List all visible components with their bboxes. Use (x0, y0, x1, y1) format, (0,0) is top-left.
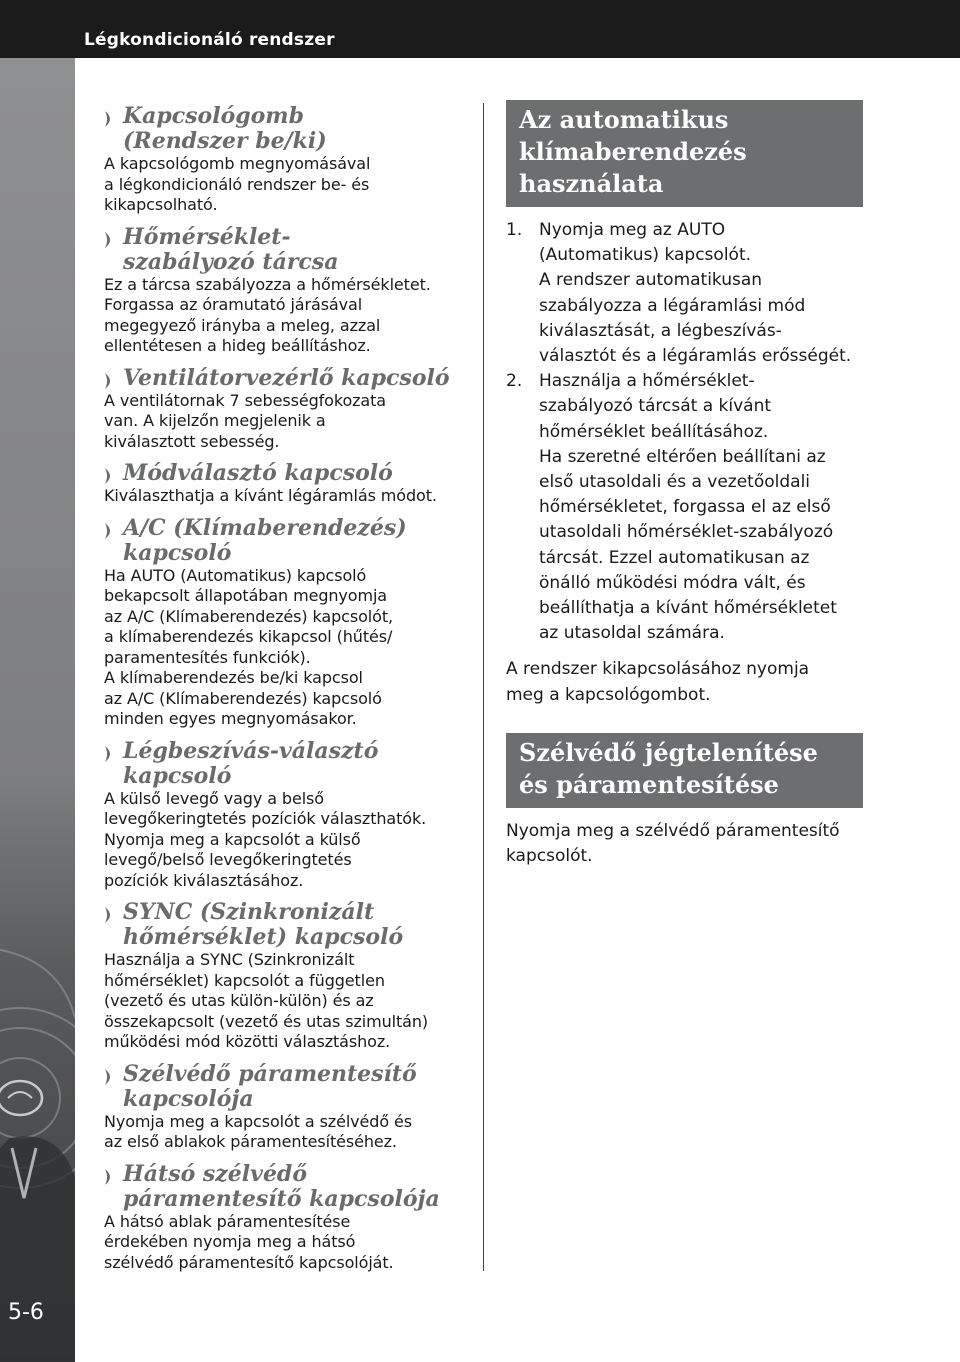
step-text: Nyomja meg az AUTO (Automatikus) kapcsolót. A rendszer automatikusan szabályozza a légáramlási mód kiválasztását, a légbeszívás- választót és a légáramlás erősségét. (539, 220, 852, 367)
item-windshield-defroster (104, 1062, 466, 1153)
item-text: Ha AUTO (Automatikus) kapcsoló bekapcsolt állapotában megnyomja az A/C (Klímaberendezés) kapcsolót, a klímaberendezés kikapcsol (hűtés/ paramentesítés funkciók). A klímaberendezés be/ki kapcsol az A/C (Klímaberendezés) kapcsoló minden egyes megnyomásakor. (104, 565, 393, 728)
item-text: Nyomja meg a kapcsolót a szélvédő és az első ablakok páramentesítéséhez. (104, 1111, 413, 1151)
bullet-marker-icon (104, 1068, 116, 1086)
page-header (0, 0, 960, 58)
shutdown-note: A rendszer kikapcsolásához nyomja meg a kapcsológombot. (506, 659, 810, 705)
brand-logo-icon (0, 1081, 42, 1115)
item-intake-switch (104, 739, 466, 892)
item-ac-switch (104, 516, 466, 730)
right-column (506, 100, 863, 869)
item-title: Ventilátorvezérlő kapcsoló (123, 364, 450, 391)
bullet-marker-icon (104, 745, 116, 763)
item-text: A hátsó ablak páramentesítése érdekében nyomja meg a hátsó szélvédő páramentesítő kapcsolóját. (104, 1211, 394, 1272)
defrost-text: Nyomja meg a szélvédő páramentesítő kapcsolót. (506, 820, 840, 867)
item-title: Módválasztó kapcsoló (123, 460, 393, 486)
step-text: Használja a hőmérséklet- szabályozó tárcsát a kívánt hőmérséklet beállításához. Ha szeretné eltérően beállítani az első utasoldali és a vezetőoldali hőmérsékletet, forgassa el az első utasoldali hőmérséklet-szabályozó tárcsát. Ezzel automatikusan az önálló működési módra vált, és beállíthatja a kívánt hőmérsékletet az utasoldal számára. (539, 371, 837, 644)
item-title: Szélvédő páramentesítő kapcsolója (123, 1060, 417, 1112)
item-text: Használja a SYNC (Szinkronizált hőmérséklet) kapcsolót a független (vezető és utas külön-külön) és az összekapcsolt (vezető és utas szimultán) működési mód közötti választáshoz. (104, 950, 429, 1051)
bullet-marker-icon (104, 110, 116, 128)
item-title: Kapcsológomb (Rendszer be/ki) (123, 103, 327, 154)
item-text: Kiválaszthatja a kívánt légáramlás módot. (104, 486, 437, 505)
item-title: Légbeszívás-választó kapcsoló (123, 737, 379, 789)
bullet-marker-icon (104, 522, 116, 540)
column-divider (483, 103, 484, 1271)
bullet-marker-icon (104, 372, 116, 390)
item-mode-switch (104, 461, 466, 507)
step-item (506, 369, 863, 646)
item-temperature-dial (104, 225, 466, 357)
item-text: A külső levegő vagy a belső levegőkeringtetés pozíciók választhatók. Nyomja meg a kapcsolót a külső levegő/belső levegőkeringtetés pozíciók kiválasztásához. (104, 788, 427, 890)
item-title: A/C (Klímaberendezés) kapcsoló (123, 514, 407, 566)
step-item (506, 218, 863, 369)
left-column (104, 104, 466, 1282)
item-title: Hátsó szélvédő páramentesítő kapcsolója (123, 1160, 440, 1212)
bullet-marker-icon (104, 1168, 116, 1186)
item-rear-defroster (104, 1162, 466, 1274)
chapter-title: Légkondicionáló rendszer (84, 30, 335, 50)
item-title: Hőmérséklet- szabályozó tárcsa (123, 223, 339, 275)
side-tab (0, 58, 75, 1362)
step-list (506, 218, 863, 646)
item-power-switch (104, 104, 466, 216)
step-number: 2. (506, 371, 523, 392)
bullet-marker-icon (104, 906, 116, 924)
item-sync-switch (104, 900, 466, 1053)
item-title: SYNC (Szinkronizált hőmérséklet) kapcsoló (123, 899, 404, 950)
item-text: Ez a tárcsa szabályozza a hőmérsékletet. Forgassa az óramutató járásával megegyező irányba a meleg, azzal ellentétesen a hideg beállításhoz. (104, 274, 431, 355)
item-fan-switch (104, 366, 466, 453)
bullet-marker-icon (104, 467, 116, 485)
section-heading-auto: Az automatikus klímaberendezés használata (506, 100, 863, 207)
section-heading-defrost: Szélvédő jégtelenítése és páramentesítése (506, 733, 863, 808)
step-number: 1. (506, 220, 523, 240)
item-text: A ventilátornak 7 sebességfokozata van. A kijelzőn megjelenik a kiválasztott sebesség. (104, 390, 387, 451)
steering-wheel-image (0, 58, 75, 1362)
item-text: A kapcsológomb megnyomásával a légkondicionáló rendszer be- és kikapcsolható. (104, 154, 371, 214)
page-number: 5-6 (8, 1300, 44, 1325)
bullet-marker-icon (104, 231, 116, 249)
